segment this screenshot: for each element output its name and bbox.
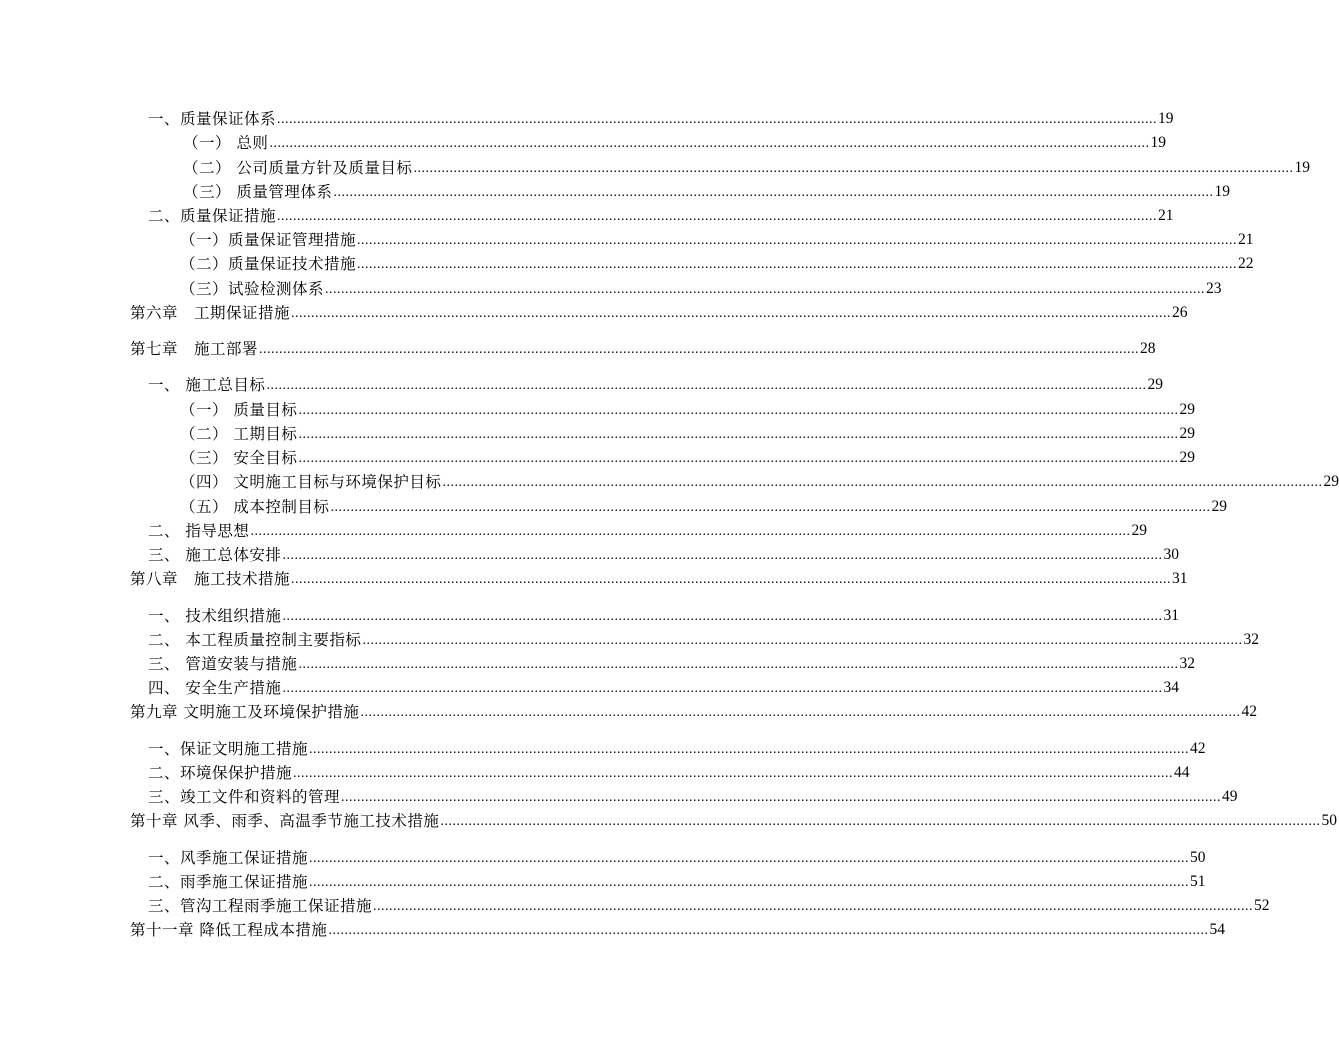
toc-entry[interactable] <box>148 872 1206 892</box>
toc-entry-title: 第八章 施工技术措施 <box>130 570 291 588</box>
toc-entry[interactable] <box>180 448 1195 468</box>
toc-entry-title: （一） 总则 <box>183 134 269 152</box>
toc-entry[interactable] <box>130 303 1188 323</box>
toc-entry[interactable] <box>130 920 1225 940</box>
toc-leader-dots: ............................................................................................................................................................................................................................ <box>309 875 1190 890</box>
toc-leader-dots: ............................................................................................................................................................................................................................ <box>309 742 1190 757</box>
toc-entry-title: 二、 指导思想 <box>148 522 250 540</box>
toc-entry-page: 30 <box>1163 546 1179 563</box>
toc-entry[interactable] <box>180 424 1195 444</box>
toc-entry-page: 42 <box>1190 740 1206 757</box>
toc-entry-title: （三）试验检测体系 <box>180 280 325 298</box>
toc-entry-title: 一、质量保证体系 <box>148 110 277 128</box>
toc-entry-page: 21 <box>1238 231 1254 248</box>
toc-entry[interactable] <box>148 787 1238 807</box>
toc-entry-page: 22 <box>1238 255 1254 272</box>
toc-leader-dots: ............................................................................................................................................................................................................................ <box>282 609 1163 624</box>
toc-entry[interactable] <box>148 606 1179 626</box>
toc-entry-title: （三） 安全目标 <box>180 449 298 467</box>
toc-leader-dots: ............................................................................................................................................................................................................................ <box>325 282 1206 297</box>
toc-entry-page: 50 <box>1321 812 1337 829</box>
toc-leader-dots: ............................................................................................................................................................................................................................ <box>266 378 1147 393</box>
toc-entry-page: 19 <box>1294 159 1310 176</box>
toc-entry-page: 29 <box>1179 449 1195 466</box>
toc-entry-page: 51 <box>1190 873 1206 890</box>
toc-leader-dots: ............................................................................................................................................................................................................................ <box>277 209 1158 224</box>
toc-entry[interactable] <box>148 375 1163 395</box>
toc-entry-title: 第七章 施工部署 <box>130 340 259 358</box>
toc-leader-dots: ............................................................................................................................................................................................................................ <box>328 923 1209 938</box>
toc-entry-page: 29 <box>1211 498 1227 515</box>
toc-leader-dots: ............................................................................................................................................................................................................................ <box>282 548 1163 563</box>
toc-entry[interactable] <box>130 702 1257 722</box>
toc-entry[interactable] <box>148 206 1174 226</box>
toc-leader-dots: ............................................................................................................................................................................................................................ <box>291 572 1172 587</box>
toc-entry-page: 50 <box>1190 849 1206 866</box>
toc-entry-title: （二）质量保证技术措施 <box>180 255 357 273</box>
toc-entry-title: 第六章 工期保证措施 <box>130 304 291 322</box>
toc-entry-page: 32 <box>1243 631 1259 648</box>
toc-entry-title: 一、保证文明施工措施 <box>148 740 309 758</box>
toc-leader-dots: ............................................................................................................................................................................................................................ <box>298 657 1179 672</box>
toc-leader-dots: ............................................................................................................................................................................................................................ <box>360 705 1241 720</box>
toc-entry-page: 29 <box>1179 425 1195 442</box>
toc-entry-title: （三） 质量管理体系 <box>183 183 333 201</box>
toc-leader-dots: ............................................................................................................................................................................................................................ <box>373 899 1254 914</box>
toc-entry-title: 第九章 文明施工及环境保护措施 <box>130 703 360 721</box>
toc-entry-page: 29 <box>1131 522 1147 539</box>
toc-entry-title: 一、风季施工保证措施 <box>148 849 309 867</box>
toc-entry-title: 三、管沟工程雨季施工保证措施 <box>148 897 373 915</box>
toc-entry-page: 32 <box>1179 655 1195 672</box>
toc-entry[interactable] <box>180 279 1222 299</box>
toc-entry[interactable] <box>148 678 1179 698</box>
toc-entry-page: 23 <box>1206 280 1222 297</box>
toc-leader-dots: ............................................................................................................................................................................................................................ <box>413 161 1294 176</box>
toc-entry-page: 19 <box>1150 134 1166 151</box>
toc-entry-title: 一、 技术组织措施 <box>148 607 282 625</box>
toc-entry-page: 52 <box>1254 897 1270 914</box>
toc-entry-page: 19 <box>1158 110 1174 127</box>
toc-entry[interactable] <box>180 230 1254 250</box>
toc-entry[interactable] <box>130 339 1156 359</box>
toc-entry[interactable] <box>148 896 1270 916</box>
toc-leader-dots: ............................................................................................................................................................................................................................ <box>291 306 1172 321</box>
toc-entry-page: 26 <box>1172 304 1188 321</box>
toc-entry-title: 三、 管道安装与措施 <box>148 655 298 673</box>
toc-entry-title: （四） 文明施工目标与环境保护目标 <box>180 473 442 491</box>
toc-leader-dots: ............................................................................................................................................................................................................................ <box>362 633 1243 648</box>
toc-leader-dots: ............................................................................................................................................................................................................................ <box>298 427 1179 442</box>
toc-leader-dots: ............................................................................................................................................................................................................................ <box>293 766 1174 781</box>
toc-entry[interactable] <box>148 654 1195 674</box>
toc-entry[interactable] <box>148 545 1179 565</box>
toc-entry-page: 54 <box>1209 921 1225 938</box>
toc-entry[interactable] <box>148 521 1147 541</box>
toc-leader-dots: ............................................................................................................................................................................................................................ <box>440 814 1321 829</box>
toc-entry-page: 44 <box>1174 764 1190 781</box>
toc-entry-page: 31 <box>1163 607 1179 624</box>
toc-leader-dots: ............................................................................................................................................................................................................................ <box>442 475 1323 490</box>
toc-leader-dots: ............................................................................................................................................................................................................................ <box>298 451 1179 466</box>
toc-entry-title: 第十章 风季、雨季、高温季节施工技术措施 <box>130 812 440 830</box>
toc-entry-title: 二、雨季施工保证措施 <box>148 873 309 891</box>
toc-entry-page: 42 <box>1241 703 1257 720</box>
toc-leader-dots: ............................................................................................................................................................................................................................ <box>309 851 1190 866</box>
toc-entry-title: 三、竣工文件和资料的管理 <box>148 788 341 806</box>
toc-entry[interactable] <box>148 630 1259 650</box>
toc-entry-title: 二、 本工程质量控制主要指标 <box>148 631 362 649</box>
toc-entry-page: 21 <box>1158 207 1174 224</box>
toc-entry-title: （二） 工期目标 <box>180 425 298 443</box>
toc-entry-page: 49 <box>1222 788 1238 805</box>
toc-entry[interactable] <box>183 133 1166 153</box>
toc-entry[interactable] <box>130 811 1337 831</box>
toc-entry[interactable] <box>183 182 1230 202</box>
toc-leader-dots: ............................................................................................................................................................................................................................ <box>357 233 1238 248</box>
toc-leader-dots: ............................................................................................................................................................................................................................ <box>250 524 1131 539</box>
toc-entry[interactable] <box>148 109 1174 129</box>
toc-entry[interactable] <box>148 739 1206 759</box>
toc-entry-page: 31 <box>1172 570 1188 587</box>
toc-entry[interactable] <box>180 254 1254 274</box>
toc-leader-dots: ............................................................................................................................................................................................................................ <box>269 136 1150 151</box>
toc-entry-title: （一）质量保证管理措施 <box>180 231 357 249</box>
toc-entry-title: 四、 安全生产措施 <box>148 679 282 697</box>
toc-leader-dots: ............................................................................................................................................................................................................................ <box>277 112 1158 127</box>
toc-leader-dots: ............................................................................................................................................................................................................................ <box>282 681 1163 696</box>
toc-leader-dots: ............................................................................................................................................................................................................................ <box>330 500 1211 515</box>
toc-leader-dots: ............................................................................................................................................................................................................................ <box>333 185 1214 200</box>
toc-entry-page: 28 <box>1140 340 1156 357</box>
toc-entry-page: 34 <box>1163 679 1179 696</box>
toc-leader-dots: ............................................................................................................................................................................................................................ <box>259 342 1140 357</box>
toc-entry-title: 一、 施工总目标 <box>148 376 266 394</box>
toc-entry[interactable] <box>183 158 1310 178</box>
toc-entry-title: 二、环境保保护措施 <box>148 764 293 782</box>
toc-entry-page: 29 <box>1323 473 1339 490</box>
toc-entry-title: （五） 成本控制目标 <box>180 498 330 516</box>
toc-entry[interactable] <box>180 497 1227 517</box>
toc-entry-title: 第十一章 降低工程成本措施 <box>130 921 328 939</box>
toc-entry-page: 19 <box>1214 183 1230 200</box>
toc-leader-dots: ............................................................................................................................................................................................................................ <box>298 403 1179 418</box>
toc-entry-page: 29 <box>1179 401 1195 418</box>
toc-entry-title: （二） 公司质量方针及质量目标 <box>183 159 413 177</box>
toc-entry[interactable] <box>148 763 1190 783</box>
toc-leader-dots: ............................................................................................................................................................................................................................ <box>357 257 1238 272</box>
toc-entry-title: 三、 施工总体安排 <box>148 546 282 564</box>
toc-entry-title: （一） 质量目标 <box>180 401 298 419</box>
toc-entry[interactable] <box>180 472 1339 492</box>
toc-entry[interactable] <box>148 848 1206 868</box>
toc-entry-title: 二、质量保证措施 <box>148 207 277 225</box>
toc-entry[interactable] <box>130 569 1188 589</box>
toc-leader-dots: ............................................................................................................................................................................................................................ <box>341 790 1222 805</box>
toc-entry[interactable] <box>180 400 1195 420</box>
toc-entry-page: 29 <box>1147 376 1163 393</box>
